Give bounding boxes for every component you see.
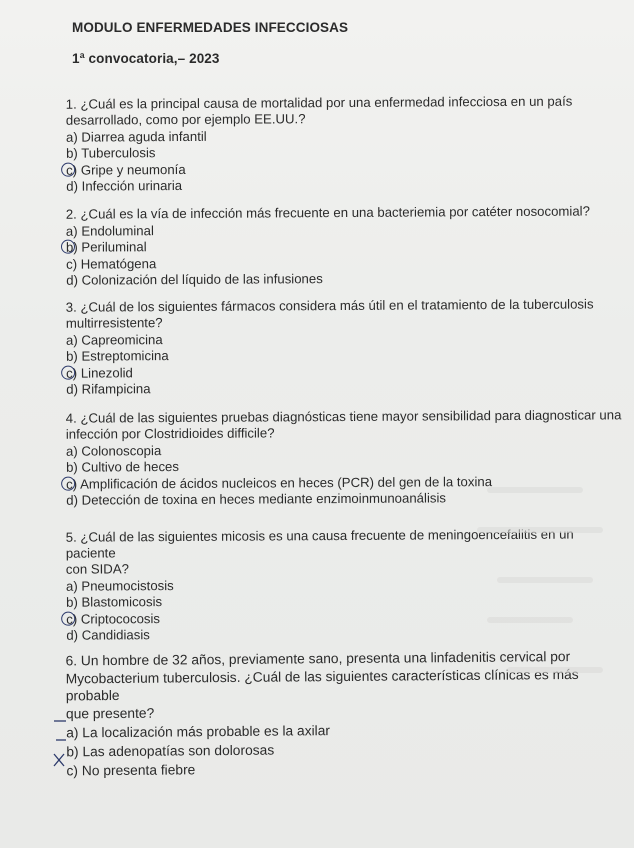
option-label: c) Linezolid	[66, 365, 133, 381]
stem-line: infección por Clostridioides difficile?	[65, 425, 275, 442]
question-stem	[66, 407, 622, 442]
question-2	[66, 203, 622, 289]
option-a: a) Colonoscopia	[65, 443, 162, 459]
option-b: b) Blastomicosis	[66, 594, 163, 611]
option-a: a) La localización más probable es la axilar	[66, 723, 331, 741]
bleed-through-texture	[470, 470, 620, 730]
stem-line: 2. ¿Cuál es la vía de infección más frecuente en una bacteriemia por catéter nosocomial?	[65, 203, 590, 222]
option-b: b) Las adenopatías son dolorosas	[66, 742, 275, 760]
exam-session: 1ª convocatoria,– 2023	[72, 51, 220, 66]
option-d: d) Candidiasis	[66, 627, 150, 643]
question-1	[66, 93, 623, 195]
question-3	[66, 296, 623, 398]
option-label: b) Periluminal	[65, 239, 147, 256]
answer-circle-mark	[61, 365, 75, 379]
option-d: d) Rifampicina	[66, 381, 151, 397]
stem-line: 5. ¿Cuál de las siguientes micosis es una causa frecuente de meningoencefalitis en un paciente	[65, 526, 574, 561]
answer-circle-mark	[61, 476, 75, 490]
option-b: b) Tuberculosis	[66, 145, 156, 162]
question-stem	[66, 296, 622, 331]
option-d: d) Detección de toxina en heces mediante enzimoinmunoanálisis	[66, 490, 447, 508]
stem-line: Mycobacterium tuberculosis. ¿Cuál de las siguientes características clínicas es más probable	[65, 666, 579, 704]
option-b: b) Estreptomicina	[66, 348, 169, 365]
option-a: a) Capreomicina	[65, 332, 163, 348]
stem-line: con SIDA?	[65, 561, 129, 577]
option-label: c) Gripe y neumonía	[66, 161, 186, 178]
question-stem	[66, 93, 622, 128]
handwritten-marks	[50, 712, 70, 772]
question-stem	[66, 203, 622, 222]
option-a: a) Endoluminal	[65, 223, 154, 239]
stem-line: 3. ¿Cuál de los siguientes fármacos considera más útil en el tratamiento de la tuberculosis	[65, 296, 594, 315]
answer-circle-mark	[61, 162, 75, 176]
stem-line: que presente?	[65, 705, 155, 721]
option-d: d) Colonización del líquido de las infusiones	[66, 271, 323, 288]
option-d: d) Infección urinaria	[66, 178, 183, 194]
module-title: MODULO ENFERMEDADES INFECCIOSAS	[72, 20, 349, 35]
stem-line: desarrollado, como por ejemplo EE.UU.?	[65, 111, 306, 128]
stem-line: multirresistente?	[65, 315, 163, 331]
stem-line: 1. ¿Cuál es la principal causa de mortalidad por una enfermedad infecciosa en un país	[65, 93, 573, 112]
stem-line: 4. ¿Cuál de las siguientes pruebas diagnósticas tiene mayor sensibilidad para diagnosticar una	[65, 407, 622, 426]
option-a: a) Pneumocistosis	[65, 578, 174, 594]
option-c: c) Hematógena	[66, 255, 157, 272]
option-a: a) Diarrea aguda infantil	[65, 128, 207, 145]
option-c: c) No presenta fiebre	[66, 762, 196, 779]
option-b: b) Cultivo de heces	[66, 459, 179, 476]
option-label: c) Amplificación de ácidos nucleicos en heces (PCR) del gen de la toxina	[66, 473, 493, 492]
answer-circle-mark	[61, 611, 75, 625]
option-label: c) Criptococosis	[66, 610, 161, 627]
stem-line: 6. Un hombre de 32 años, previamente sano, presenta una linfadenitis cervical por	[65, 649, 571, 669]
